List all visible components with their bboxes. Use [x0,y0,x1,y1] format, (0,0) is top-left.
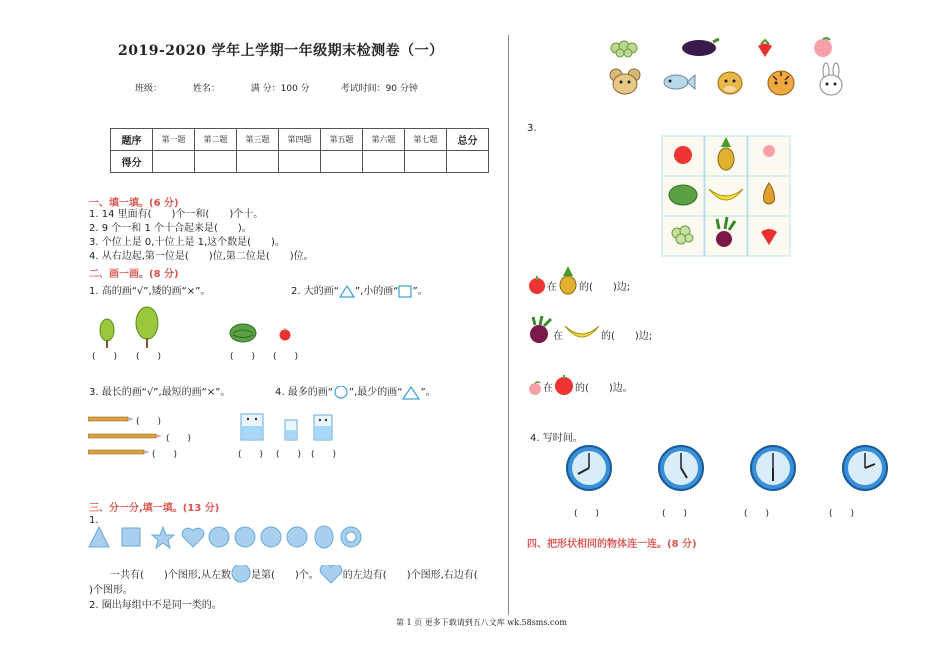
s3-q1-num: 1. [89,515,99,526]
answer-blank[interactable]: ( ) [238,450,264,460]
pencil-icon [88,433,162,439]
peach-icon [527,380,543,396]
oval-shape [315,526,333,548]
triangle-shape [89,527,109,547]
apple-icon [674,146,692,164]
s1-q3: 3. 个位上是 0,十位上是 1,这个数是( )。 [89,237,285,248]
clock-icon [657,444,705,492]
smile-face [261,527,281,547]
q4-title: 4. 写时间。 [530,433,583,444]
section1-title: 一、填一填。(6 分) [89,198,179,209]
answer-blank[interactable]: ( ) [273,352,299,362]
q3-statement-1: 在 的( )边; [527,265,630,295]
answer-blank[interactable]: ( ) [166,434,192,444]
exam-time: 考试时间：90 分钟 [340,84,418,94]
s2-q1: 1. 高的画“√”,矮的画“×”。 [89,286,211,297]
section3-title: 三、分一分,填一填。(13 分) [89,503,220,514]
smile-face [209,527,229,547]
watermelon-icon [229,323,257,343]
q3-num: 3. [527,123,537,134]
answer-blank[interactable]: ( ) [574,509,600,519]
pencil-icon [88,449,150,455]
row-header-order: 题序 [111,129,153,151]
peach-icon [812,36,834,58]
col-4: 第四题 [279,129,321,151]
cup-icon [239,410,265,442]
grapes-icon [608,34,640,58]
class-label: 班级： [135,84,163,94]
square-icon [398,285,412,298]
heart-icon [319,565,343,585]
score-cell[interactable] [447,151,489,173]
clock-icon [749,444,797,492]
exam-meta [135,81,446,94]
page-footer: 第 1 页 更多下载请到五八文库 wk.58sms.com [396,618,567,627]
score-cell[interactable] [195,151,237,173]
strawberry-icon [756,38,774,58]
section2-title: 二、画一画。(8 分) [89,269,179,280]
col-total: 总分 [447,129,489,151]
square-shape [122,528,140,546]
s3-q1-cont: )个图形。 [89,585,133,596]
circle-icon [333,386,349,400]
star-shape [152,527,174,548]
clock-icon [841,444,889,492]
column-divider [508,35,509,615]
s2-q3: 3. 最长的画“√”,最短的画“×”。 [89,387,231,398]
small-tree-icon [98,318,116,348]
score-cell[interactable] [363,151,405,173]
apple-icon [527,275,547,295]
col-3: 第三题 [237,129,279,151]
mouse-icon [609,68,641,96]
score-cell[interactable] [279,151,321,173]
score-cell[interactable] [237,151,279,173]
answer-blank[interactable]: ( ) [152,450,178,460]
col-1: 第一题 [153,129,195,151]
answer-blank[interactable]: ( ) [92,352,118,362]
s1-q2: 2. 9 个一和 1 个十合起来是( )。 [89,223,252,234]
s3-q2: 2. 圈出每组中不是同一类的。 [89,600,222,611]
circle-shape-icon [231,565,251,585]
s2-q2: 2. 大的画“ ”,小的画“ ”。 [291,286,428,297]
shapes-row [88,525,363,551]
s1-q4: 4. 从右边起,第一位是( )位,第二位是( )位。 [89,251,314,262]
score-table [110,128,489,173]
banana-icon [563,322,601,344]
cup-icon [312,412,334,442]
page-title: 2019-2020 学年上学期一年级期末检测卷（一） [118,43,444,59]
pineapple-icon [557,265,579,295]
triangle-icon [339,285,355,298]
watermelon-icon [669,185,697,205]
full-score: 满 分：100 分 [250,84,310,94]
smile-face [287,527,307,547]
name-label: 姓名： [192,84,220,94]
answer-blank[interactable]: ( ) [136,352,162,362]
answer-blank[interactable]: ( ) [230,352,256,362]
col-7: 第七题 [405,129,447,151]
answer-blank[interactable]: ( ) [744,509,770,519]
score-cell[interactable] [321,151,363,173]
q3-statement-3: 在 的( )边。 [527,374,633,396]
col-5: 第五题 [321,129,363,151]
apple-icon [553,374,575,396]
peach-icon [763,145,775,157]
cow-icon [715,68,745,96]
s1-q1: 1. 14 里面有( )个一和( )个十。 [89,209,264,220]
apple-icon [278,327,292,341]
cup-icon [283,418,299,442]
heart-shape [182,528,204,547]
tiger-icon [765,68,797,96]
rabbit-icon [816,62,846,96]
clock-icon [565,444,613,492]
answer-blank[interactable]: ( ) [276,450,302,460]
eggplant-icon [681,36,721,58]
tall-tree-icon [135,306,159,348]
beet-icon [527,316,553,344]
s3-q1-text: 一共有( )个图形,从左数 是第( )个。 的左边有( )个图形,右边有( [110,565,478,585]
q3-statement-2: 在 的( )边; [527,316,652,344]
answer-blank[interactable]: ( ) [829,509,855,519]
score-cell[interactable] [153,151,195,173]
score-cell[interactable] [405,151,447,173]
answer-blank[interactable]: ( ) [136,417,162,427]
s2-q4: 4. 最多的画“ ”,最少的画“ ”。 [275,387,436,398]
ring-inner [346,532,356,542]
fruit-grid [661,135,791,257]
triangle-icon [402,386,420,400]
section4-title: 四、把形状相同的物体连一连。(8 分) [527,539,697,550]
row-header-score: 得分 [111,151,153,173]
answer-blank[interactable]: ( ) [311,450,337,460]
fish-icon [662,70,696,94]
col-2: 第二题 [195,129,237,151]
pencil-icon [88,416,134,422]
smile-face [235,527,255,547]
col-6: 第六题 [363,129,405,151]
answer-blank[interactable]: ( ) [662,509,688,519]
